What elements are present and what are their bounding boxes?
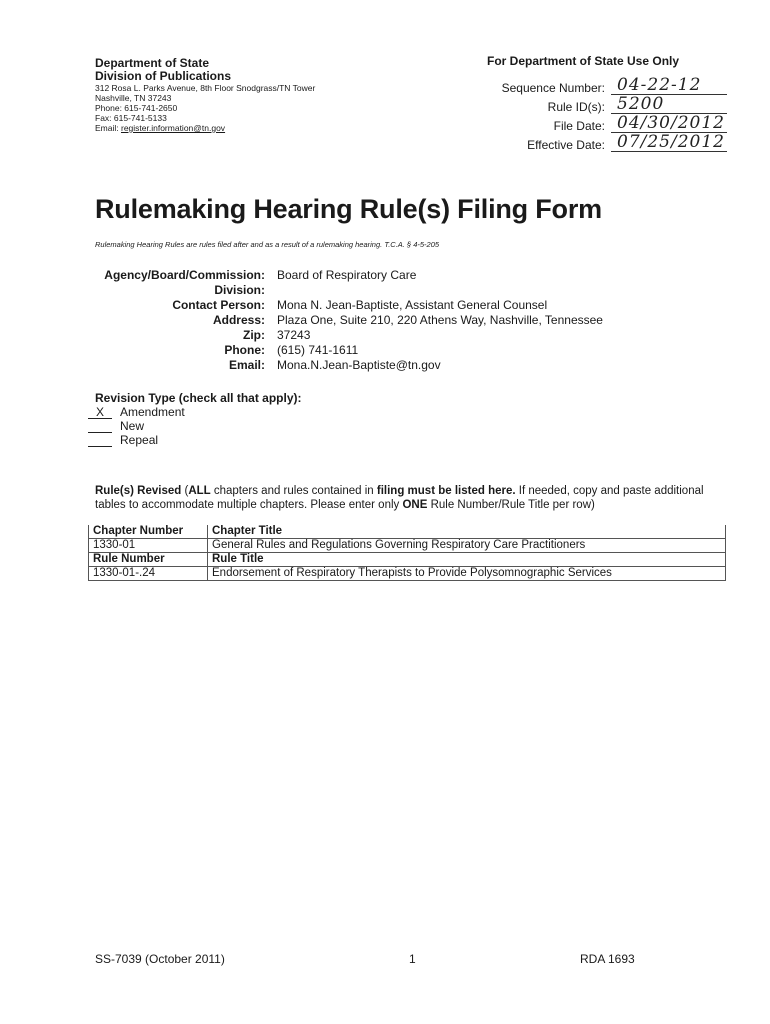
rules-revised-filing: filing must be listed here. [376, 485, 516, 497]
department-fax: Fax: 615-741-5133 [95, 113, 167, 123]
division-row [95, 283, 603, 298]
zip-label: Zip: [243, 328, 265, 342]
amendment-label: Amendment [120, 405, 185, 419]
agency-value: Board of Respiratory Care [277, 268, 417, 282]
amendment-checkmark[interactable]: X [88, 405, 112, 419]
phone-label: Phone: [224, 343, 265, 357]
chapter-number: 1330-01 [89, 539, 208, 553]
footer-rda: RDA 1693 [580, 952, 635, 966]
contact-person-label: Contact Person: [172, 298, 265, 312]
rules-revised-text-1: ( [181, 485, 189, 497]
rule-id-value: 5200 [611, 95, 727, 114]
address-label: Address: [212, 313, 265, 327]
new-checkmark[interactable] [88, 419, 112, 433]
repeal-checkmark[interactable] [88, 433, 112, 447]
contact-person-row [95, 298, 603, 313]
department-name: Department of State [95, 56, 210, 70]
zip-row [95, 328, 603, 343]
chapter-row [89, 539, 726, 553]
division-name: Division of Publications [95, 69, 232, 83]
phone-value: (615) 741-1611 [277, 343, 359, 357]
rules-revised-instructions [95, 484, 715, 512]
file-date-value: 04/30/2012 [611, 114, 727, 133]
department-header [95, 57, 315, 133]
email-label: Email: [228, 358, 265, 372]
sequence-number-row [487, 76, 727, 95]
rules-revised-lead: Rule(s) Revised [95, 485, 182, 497]
new-label: New [120, 419, 145, 433]
revision-option-new[interactable] [88, 419, 302, 433]
sequence-number-label: Sequence Number: [501, 81, 605, 95]
department-email-line [95, 123, 315, 133]
state-use-heading: For Department of State Use Only [487, 54, 680, 68]
address-row [95, 313, 603, 328]
department-email-link[interactable]: register.information@tn.gov [120, 123, 226, 133]
department-address: 312 Rosa L. Parks Avenue, 8th Floor Snodgrass/TN Tower [95, 83, 316, 93]
rule-id-label: Rule ID(s): [547, 100, 605, 114]
rule-number: 1330-01-.24 [89, 567, 208, 581]
file-date-row [487, 114, 727, 133]
form-subtitle: Rulemaking Hearing Rules are rules filed after and as a result of a rulemaking hearing. T.C.A. § 4-5-205 [95, 240, 440, 249]
rules-revised-text-2: chapters and rules contained in [210, 485, 377, 497]
email-value: Mona.N.Jean-Baptiste@tn.gov [277, 358, 441, 372]
chapter-title: General Rules and Regulations Governing Respiratory Care Practitioners [208, 539, 726, 553]
footer-form-id: SS-7039 (October 2011) [95, 952, 225, 966]
rule-title: Endorsement of Respiratory Therapists to Provide Polysomnographic Services [208, 567, 726, 581]
contact-person-value: Mona N. Jean-Baptiste, Assistant General Counsel [277, 298, 548, 312]
rule-title-header: Rule Title [208, 553, 726, 567]
zip-value: 37243 [277, 328, 311, 342]
effective-date-label: Effective Date: [527, 138, 605, 152]
rule-row [89, 567, 726, 581]
revision-option-repeal[interactable] [88, 433, 302, 447]
rules-revised-text-3: If needed, copy and paste additional tables to accommodate multiple chapters. Please enter only [95, 485, 704, 511]
rules-revised-one: ONE [402, 499, 428, 511]
state-use-box [487, 54, 727, 152]
repeal-label: Repeal [120, 433, 159, 447]
revision-type [88, 391, 302, 447]
chapter-number-header: Chapter Number [89, 525, 208, 539]
agency-row [95, 268, 603, 283]
department-phone: Phone: 615-741-2650 [95, 103, 178, 113]
effective-date-value: 07/25/2012 [611, 133, 727, 152]
agency-label: Agency/Board/Commission: [104, 268, 265, 282]
agency-info [95, 268, 603, 373]
department-email-label: Email: [95, 123, 121, 133]
footer-page-number: 1 [409, 952, 416, 966]
rules-table [88, 525, 726, 581]
address-value: Plaza One, Suite 210, 220 Athens Way, Nashville, Tennessee [277, 313, 603, 327]
rules-revised-all: ALL [188, 485, 211, 497]
division-value [265, 283, 277, 298]
form-title: Rulemaking Hearing Rule(s) Filing Form [95, 194, 602, 224]
department-city: Nashville, TN 37243 [95, 93, 172, 103]
file-date-label: File Date: [553, 119, 605, 133]
chapter-title-header: Chapter Title [208, 525, 726, 539]
chapter-header-row [89, 525, 726, 539]
rule-id-row [487, 95, 727, 114]
effective-date-row [487, 133, 727, 152]
email-row [95, 358, 603, 373]
rules-revised-text-4: Rule Number/Rule Title per row) [427, 499, 595, 511]
sequence-number-value: 04-22-12 [611, 76, 727, 95]
revision-option-amendment[interactable] [88, 405, 302, 419]
rule-header-row [89, 553, 726, 567]
division-label: Division: [214, 283, 265, 297]
revision-type-heading: Revision Type (check all that apply): [95, 391, 302, 405]
rule-number-header: Rule Number [89, 553, 208, 567]
phone-row [95, 343, 603, 358]
